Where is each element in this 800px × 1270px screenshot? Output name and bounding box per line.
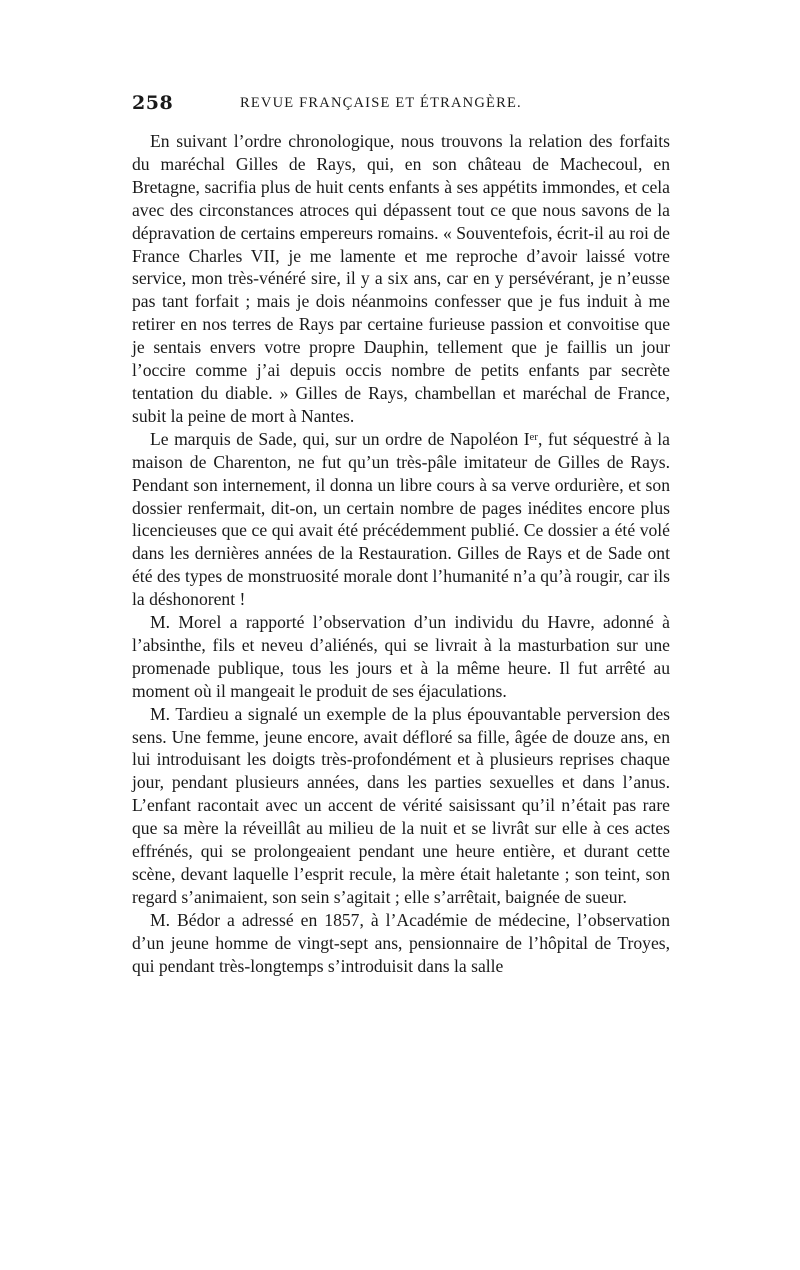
body-text [132, 130, 670, 978]
paragraph-gilles-de-rays: En suivant l’ordre chronologique, nous trouvons la relation des forfaits du maréchal Gilles de Rays, qui, en son château de Machecoul, en Bretagne, sacrifia plus de huit cents enfants à ses appétits immondes, et cela avec des circonstances atroces qui dépassent tout ce que nous savons de la dépravation de certains empereurs romains. « Souventefois, écrit-il au roi de France Charles VII, je me lamente et me reproche d’avoir laissé votre service, mon très-vénéré sire, il y a six ans, car en y persévérant, je n’eusse pas tant forfait ; mais je dois néanmoins confesser que je fus induit à me retirer en nos terres de Rays par certaine furieuse passion et convoitise que je sentais envers votre propre Dauphin, tellement que je faillis un jour l’occire comme j’ai depuis occis nombre de petits enfants par secrète tentation du diable. » Gilles de Rays, chambellan et maréchal de France, subit la peine de mort à Nantes. [132, 131, 670, 426]
running-head [132, 92, 672, 120]
page-number: 258 [132, 92, 174, 114]
journal-title: REVUE FRANÇAISE ET ÉTRANGÈRE. [240, 95, 522, 111]
paragraph-tardieu: M. Tardieu a signalé un exemple de la plus épouvantable perversion des sens. Une femme, jeune encore, avait défloré sa fille, âgée de douze ans, en lui introduisant les doigts très-profondément et à plusieurs reprises chaque jour, pendant plusieurs années, dans les parties sexuelles et dans l’anus. L’enfant racontait avec un accent de vérité saisissant qu’il n’était pas rare que sa mère la réveillât au milieu de la nuit et se livrât sur elle à ces actes effrénés, qui se prolongeaient pendant une heure entière, et durant cette scène, devant laquelle l’esprit recule, la mère était haletante ; son teint, son regard s’animaient, son sein s’agitait ; elle s’arrêtait, baignée de sueur. [132, 703, 670, 907]
paragraph-marquis-de-sade: Le marquis de Sade, qui, sur un ordre de Napoléon Iᵉʳ, fut séquestré à la maison de Charenton, ne fut qu’un très-pâle imitateur de Gilles de Rays. Pendant son internement, il donna un libre cours à sa verve ordurière, et son dossier renfermait, dit-on, un certain nombre de pages inédites encore plus licencieuses que ce qui avait été précédemment publié. Ce dossier a été volé dans les dernières années de la Restauration. Gilles de Rays et de Sade ont été des types de monstruosité morale dont l’humanité n’a qu’à rougir, car ils la déshonorent ! [132, 428, 670, 610]
paragraph-bedor: M. Bédor a adressé en 1857, à l’Académie de médecine, l’observation d’un jeune homme de vingt-sept ans, pensionnaire de l’hôpital de Troyes, qui pendant très-longtemps s’introduisit dans la salle [132, 909, 670, 976]
paragraph-morel: M. Morel a rapporté l’observation d’un individu du Havre, adonné à l’absinthe, fils et neveu d’aliénés, qui se livrait à la masturbation sur une promenade publique, tous les jours et à la même heure. Il fut arrêté au moment où il mangeait le produit de ses éjaculations. [132, 612, 670, 701]
